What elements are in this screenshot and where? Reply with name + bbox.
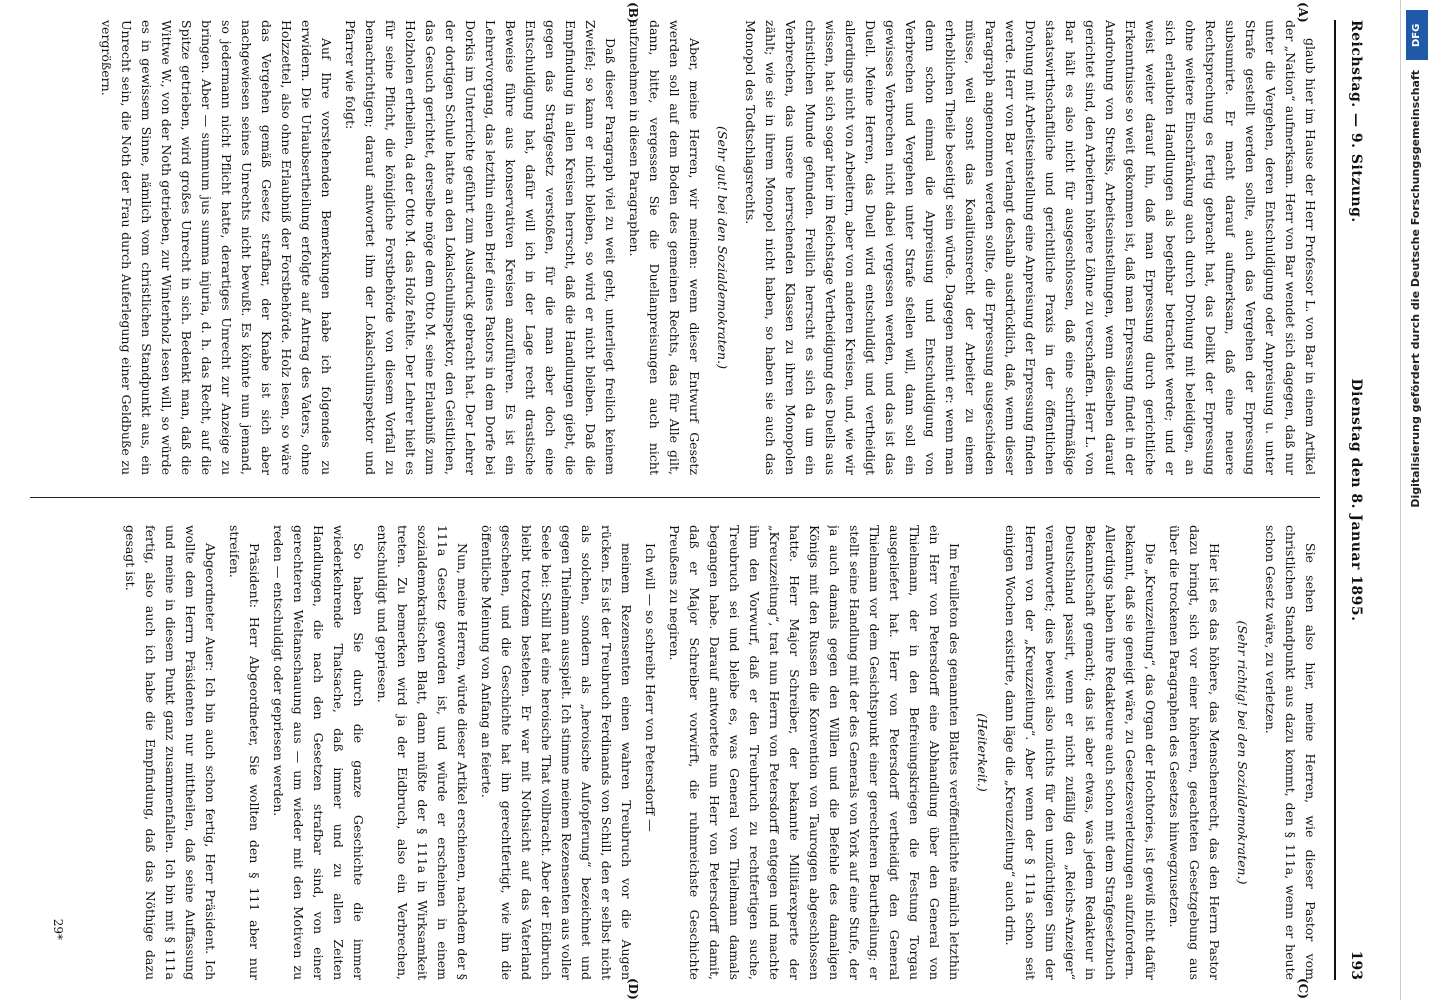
right-paragraph: So haben Sie durch die ganze Geschichte die immer wiederkehrende Thatsache, daß immer und zu allen Zeiten Handlungen, die nach den Gesetzen strafbar sind, von einer gerechteren Weltanschauung aus — um wieder mit den Motiven zu reden — entschuldigt oder gepriesen werden. [271, 525, 366, 980]
president-remark: Präsident: Herr Abgeordneter, Sie wollten den § 111 aber nur streifen. [227, 525, 262, 980]
left-interjection: (Sehr gut! bei den Sozialdemokraten.) [715, 126, 730, 369]
header-page-number: 193 [1348, 950, 1364, 980]
header-session: Reichstag. — 9. Sitzung. [1348, 20, 1364, 223]
right-column [30, 525, 1320, 980]
right-paragraph: Im Feuilleton des genannten Blattes veröffentlichte nämlich letzthin ein Herr von Petersdorff eine Abhandlung über den General von Thielmann, der in den Befreiungskriegen die Festung Torgau ausgeliefert hat. Herr von Petersdorff vertheidigt den General Thielmann vor dem Gesichtspunkt einer gerechteren Beurtheilung; er stellt seine Handlung mit der des Generals von York auf eine Stufe, der ja auch damals gegen den Willen und die Befehle des damaligen Königs mit den Russen die Konvention von Tauroggen abgeschlossen hatte. Herr Major Schreiber, der bekannte Militärexperte der „Kreuzzeitung“, trat nun Herrn von Petersdorff entgegen und machte ihm den Vorwurf, daß er den Treubruch zu rechtfertigen suche, Treubruch sei und bleibe es, was General von Thielmann damals begangen habe. Darauf antwortete nun Herr von Petersdorff damit, daß er Major Schreiber vorwirft, die ruhmreichste Geschichte Preußens zu negiren. [667, 525, 962, 980]
left-paragraph: Daß dieser Paragraph viel zu weit geht, unterliegt freilich keinem Zweifel; so kann er nicht bleiben, so wird er nicht bleiben. Daß die Empfindung in allen Kreisen herrscht, daß die Handlungen giebt, die gegen das Strafgesetz verstoßen, für die man aber doch eine Entschuldigung hat, dafür will ich in der Lage recht drastische Beweise führe aus konservativen Kreisen anzuführen. Es ist ein Lehrervorgang, das letzthin einen Brief eines Pastors in dem Dorfe bei Dorkis im Unterrichte geführt zum Ausdruck gebracht hat. Der Lehrer der dortigen Schule hatte an den Lokalschulinspektor, den Geistlichen, das Gesuch gerichtet, derselbe möge dem Otto M. seine Erlaubniß zum Holzholen ertheilen, da der Otto M. das Holz fehlte. Der Lehrer hielt es für seine Pflicht, die königliche Forstbehörde von diesem Vorfall zu benachrichtigen; darauf antwortet ihm der Lokalschulinspektor und Pfarrer wie folgt: [343, 20, 618, 475]
right-paragraph: Nun, meine Herren, würde dieser Artikel erschienen, nachdem der § 111a Gesetz geworden ist, und würde er erscheinen in einem sozialdemokratischen Blatt, dann müßte der § 111a in Wirksamkeit treten. Zu bemerken wird ja der Eidbruch, also ein Verbrechen, entschuldigt und gepriesen. [375, 525, 470, 980]
margin-marker-c: (C) [1296, 978, 1310, 999]
column-divider [30, 497, 1320, 498]
digitization-credit-text: Digitalisierung gefördert durch die Deutsche Forschungsgemeinschaft [1409, 70, 1422, 508]
margin-marker-a: (A) [1296, 2, 1310, 23]
speaker-remark: Abgeordneter Auer: Ich bin auch schon fertig, Herr Präsident. Ich wollte dem Herrn Präsidenten nur mittheilen, daß seine Auffassung und meine in diesem Punkt ganz zusammenfallen. Ich bin mit § 111a fertig, also auch ich habe die Empfindung, daß das Nöthige dazu gesagt ist. [123, 525, 218, 980]
left-quote-paragraph: Auf Ihre vorstehenden Bemerkungen habe ich folgendes zu erwidern. Die Urlaubsertheilung erfolgte auf Antrag des Vaters, ohne Holzzettel, also ohne Erlaubniß der Forstbehörde. Holz lesen, so wäre das Vergehen gemäß Gesetz strafbar, der Knabe ist sich aber nachgewiesen seines Unrechts nicht bewußt. Es könnte nun jemand, so jedermann nicht Pflicht hatte, derartiges Unrecht zur Anzeige zu bringen. Aber — summum jus summa injuria, d. h. das Recht, auf die Spitze getrieben, wird großes Unrecht in sich. Bedenkt man, daß die Wittwe W., von der Noth getrieben, zur Winterholz lesen will, so würde es in gewissem Sinne, nämlich vom christlichen Standpunkt aus, ein Unrecht sein, die Noth der Frau durch Auferlegung einer Geldbuße zu vergrößern. [99, 20, 334, 475]
right-paragraph: Sie sehen also hier, meine Herren, wie dieser Pastor vom christlichen Standpunkt aus dazu kommt, den § 111a, wenn er heute schon Gesetz wäre, zu verletzen. [1263, 525, 1318, 980]
right-quote-paragraph: meinem Rezensenten einen wahren Treubruch vor die Augen rücken. Es ist der Treubruch Ferdinands von Schill, den er selbst nicht als solchen, sondern als „heroische Aufopferung“ bezeichnet und gegen Thielmann ausspielt. Ich stimme meinem Rezensenten aus voller Seele bei: Schill hat eine heroische That vollbracht. Aber der Eidbruch bleibt trotzdem bestehen. Er war mit Nothsicht auf das Vaterland geschehen, und die Geschichte hat ihn gerechtfertigt, wie ihn die öffentliche Meinung von Anfang an feierte. [479, 525, 634, 980]
right-paragraph: Hier ist es das höhere, das Menschenrecht, das den Herrn Pastor dazu bringt, sich vor einer höheren, geachteten Gesetzgebung aus über die trockenen Paragraphen des Gesetzes hinwegzusetzen. [1167, 525, 1222, 980]
left-column [30, 20, 1320, 475]
dfg-logo: DFG [1406, 10, 1428, 60]
digitization-credit-band [1400, 0, 1432, 1000]
right-paragraph: Ich will — so schreibt Herr von Petersdorff — [643, 543, 658, 832]
header-date: Dienstag den 8. Januar 1895. [1348, 378, 1364, 622]
right-interjection: (Heiterkeit.) [975, 713, 990, 792]
left-paragraph: glaub hier im Hause der Herr Professor L. von Bar in einem Artikel der „Nation“ aufmerksam. Herr von Bar wendet sich dagegen, daß nur unter die Vergehen, deren Entschuldigung oder Anpreisung u. unter Strafe gestellt werden sollte, auch das Vergehen der Erpressung subsumirte. Er macht darauf aufmerksam, daß eine neuere Rechtsprechung es fertig gebracht hat, das Delikt der Erpressung ohne weitere Einschränkung auch durch Drohung mit beleidigen, an sich erlaubten Handlungen als begehbar betrachtet werde; und er weist weiter darauf hin, daß man Erpressung durch gerichtliche Erkenntnisse so weit gekommen ist, daß man Erpressung findet in der Androhung von Streiks, Arbeitseinstellungen, wenn dieselben darauf gerichtet sind, den Arbeitern höhere Löhne zu verschaffen. Herr L. von Bar hält es also nicht für ausgeschlossen, daß eine schriftmäßige staatswirthschaftliche und gerichtliche Praxis in der öffentlichen Drohung mit Arbeitseinstellung eine Anpreisung der Erpressung finden werde. Herr von Bar verlangt deshalb ausdrücklich, daß, wenn dieser Paragraph angenommen werden sollte, die Erpressung ausgeschieden müsse, weil sonst das Koalitionsrecht der Arbeiter zu einem erheblichen Theile beseitigt sein würde. Dagegen meint er: wenn man denn schon einmal die Anpreisung und Entschuldigung von Verbrechen und Vergehen unter Strafe stellen will, dann soll ein gewisses Verbrechen nicht dabei vergessen werden, und das ist das Duell. Meine Herren, das Duell wird entschuldigt und vertheidigt allerdings nicht von Arbeitern, aber von anderen Kreisen, und, wie wir wissen, hat sich sogar hier im Reichstage Vertheidigung des Duells aus christlichen Munde gefunden. Freilich herrscht es sich da um ein Verbrechen, das unsere herrschenden Klassen zu ihren Monopolen zählt; wie sie in ihrem Monopol nicht haben, so haben sie auch das Monopol des Todtschlagsrechts. [743, 20, 1318, 475]
signature-mark: 29* [51, 918, 65, 940]
running-header [1334, 20, 1380, 980]
right-paragraph: Die „Kreuzzeitung“, das Organ der Hochtories, ist gewiß nicht dafür bekannt, daß sie geneigt wäre, zu Gesetzesverletzungen aufzufordern. Allerdings haben ihre Redakteure auch schon mit dem Strafgesetzbuch Bekanntschaft gemacht; das ist aber etwas, was jedem Redakteur in Deutschland passirt, wenn er nicht zufällig den „Reichs-Anzeiger“ verantwortet; dies beweist also nichts für den unzüchtigen Sinn der Herren von der „Kreuzzeitung“. Aber wenn der § 111a schon seit einigen Wochen existirte, dann läge die „Kreuzzeitung“ auch drin. [1003, 525, 1158, 980]
margin-marker-d: (D) [626, 978, 640, 1000]
margin-marker-b: (B) [626, 2, 640, 24]
left-paragraph: Aber, meine Herren, wir meinen: wenn dieser Entwurf Gesetz werden soll auf dem Boden des gemeinen Rechts, das für Alle gilt, dann, bitte, vergessen Sie die Duellanpreisungen auch nicht aufzunehmen in diesen Paragraphen. [627, 20, 702, 475]
right-interjection: (Sehr richtig! bei den Sozialdemokraten.) [1235, 620, 1250, 885]
